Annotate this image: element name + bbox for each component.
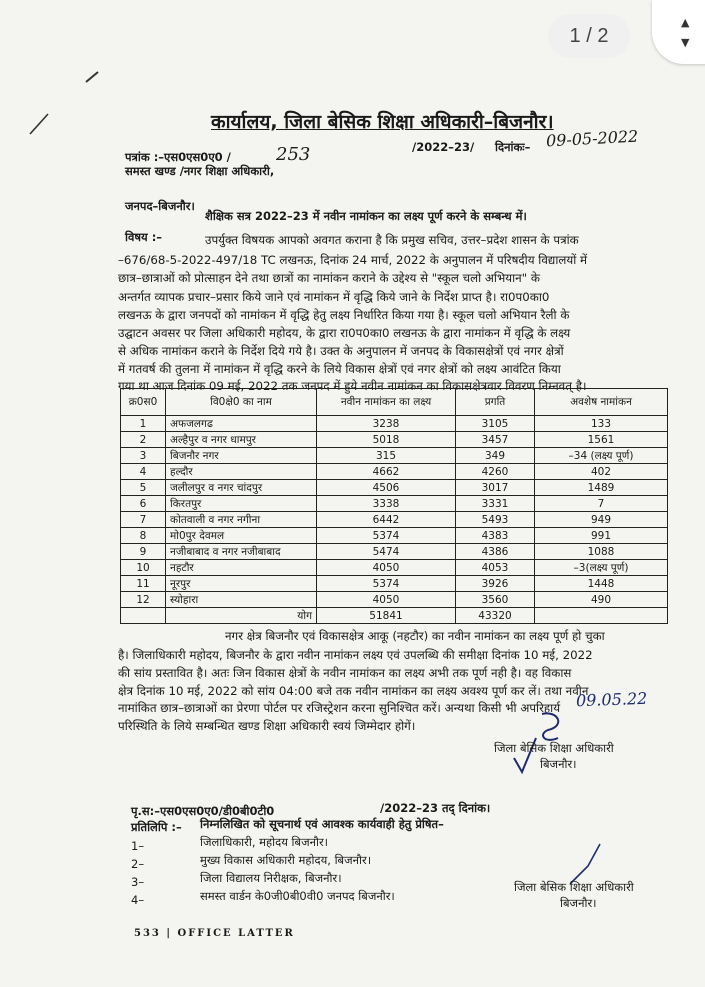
block-name-cell: नूरपुर	[166, 576, 317, 592]
block-name-cell: अल्हैपुर व नगर धामपुर	[166, 432, 317, 448]
enrollment-table	[120, 388, 668, 624]
target-cell: 6442	[317, 512, 456, 528]
table-row	[121, 480, 668, 496]
copy-item-number: 4–	[131, 893, 145, 907]
target-cell: 3238	[317, 416, 456, 432]
remaining-cell: 133	[535, 416, 668, 432]
progress-cell: 3331	[456, 496, 535, 512]
target-cell: 4662	[317, 464, 456, 480]
serial-cell: 5	[121, 480, 166, 496]
chevron-up-icon[interactable]: ▲	[681, 16, 690, 29]
copy-label: प्रतिलिपि :–	[131, 820, 182, 834]
signatory-title: जिला बेसिक शिक्षा अधिकारी	[494, 741, 614, 755]
serial-cell: 12	[121, 592, 166, 608]
copy-reference: पृ.स:–एस0एस0ए0/डी0बी0टी0	[131, 804, 275, 818]
block-name-cell: जलीलपुर व नगर चांदपुर	[166, 480, 317, 496]
footer-page-number: 533	[134, 928, 161, 939]
target-cell: 4050	[317, 560, 456, 576]
recipient-district: जनपद–बिजनौर।	[125, 199, 195, 213]
subject-text: शैक्षिक सत्र 2022–23 में नवीन नामांकन का लक्ष्य पूर्ण करने के सम्बन्ध में।	[205, 209, 527, 223]
target-cell: 4506	[317, 480, 456, 496]
target-cell: 3338	[317, 496, 456, 512]
chevron-down-icon[interactable]: ▼	[681, 36, 690, 49]
paragraph-line: छात्र–छात्राओं को प्रोत्साहन देने तथा छात्रों का नामांकन कराने के उद्देश्य से "स्कूल चलो अभियान" के	[118, 271, 540, 285]
target-cell: 5374	[317, 528, 456, 544]
copy-reference-date: /2022–23 तद् दिनांक।	[380, 801, 491, 815]
paragraph-line: की सांय प्रस्तावित है। अतः जिन विकास क्षेत्रों के नवीन नामांकन का लक्ष्य अभी तक पूर्ण नही है। वह विकास	[118, 666, 572, 680]
remaining-cell: –34 (लक्ष्य पूर्ण)	[535, 448, 668, 464]
progress-cell: 3560	[456, 592, 535, 608]
total-target-cell: 51841	[317, 608, 456, 624]
table-row	[121, 432, 668, 448]
remaining-cell: 1088	[535, 544, 668, 560]
block-name-cell: हल्दौर	[166, 464, 317, 480]
letter-year: /2022–23/	[412, 140, 475, 154]
remaining-cell: 490	[535, 592, 668, 608]
date-handwritten: 09-05-2022	[545, 126, 639, 151]
block-name-cell: नजीबाबाद व नगर नजीबाबाद	[166, 544, 317, 560]
paragraph-line: उद्घाटन अवसर पर जिला अधिकारी महोदय, के द्वारा रा0प0का0 लखनऊ के द्वारा नामांकन में वृद्धि के लक्ष्य	[118, 326, 571, 340]
paragraph-line: से अधिक नामांकन कराने के निर्देश दिये गये है। उक्त के अनुपालन में जनपद के विकासक्षेत्रों एवं नगर क्षेत्रों	[118, 344, 564, 358]
paragraph-line: में गतवर्ष की तुलना में नामांकन में वृद्धि करने के लिये विकास क्षेत्रों एवं नगर क्षेत्रों को लक्ष्य आवंटित किया	[118, 362, 561, 376]
table-row	[121, 528, 668, 544]
table-row	[121, 560, 668, 576]
header-remaining: अवशेष नामांकन	[535, 389, 668, 416]
progress-cell: 3105	[456, 416, 535, 432]
paragraph-line: लखनऊ के द्वारा जनपदों को नामांकन में वृद्धि हेतु लक्ष्य निर्धारित किया गया है। स्कूल चलो अभियान रैली के	[118, 308, 570, 322]
serial-cell: 1	[121, 416, 166, 432]
target-cell: 5374	[317, 576, 456, 592]
page-indicator-label: 1 / 2	[569, 24, 609, 47]
serial-cell: 3	[121, 448, 166, 464]
footer-brand-text: OFFICE LATTER	[177, 928, 295, 939]
block-name-cell: कोतवाली व नगर नगीना	[166, 512, 317, 528]
serial-cell: 8	[121, 528, 166, 544]
copy-item-number: 2–	[131, 857, 145, 871]
total-remaining-cell	[535, 608, 668, 624]
serial-cell: 9	[121, 544, 166, 560]
remaining-cell: 7	[535, 496, 668, 512]
header-progress: प्रगति	[456, 389, 535, 416]
table-row	[121, 448, 668, 464]
pen-mark-icon	[26, 70, 116, 140]
target-cell: 5474	[317, 544, 456, 560]
serial-cell: 2	[121, 432, 166, 448]
paragraph-line: उपर्युक्त विषयक आपको अवगत कराना है कि प्रमुख सचिव, उत्तर–प्रदेश शासन के पत्रांक	[205, 233, 579, 247]
block-name-cell: मो0पुर देवमल	[166, 528, 317, 544]
remaining-cell: 402	[535, 464, 668, 480]
paragraph-line: क्षेत्र दिनांक 10 मई, 2022 को सांय 04:00 बजे तक नवीन नामांकन का लक्ष्य अवश्य पूर्ण कर लें। तथा नवीन	[118, 684, 589, 698]
serial-cell: 10	[121, 560, 166, 576]
table-row	[121, 544, 668, 560]
letter-number-handwritten: 253	[276, 144, 311, 165]
remaining-cell: 1489	[535, 480, 668, 496]
table-row	[121, 464, 668, 480]
block-name-cell: अफजलगढ	[166, 416, 317, 432]
total-progress-cell: 43320	[456, 608, 535, 624]
table-row	[121, 512, 668, 528]
paragraph-line: है। जिलाधिकारी महोदय, बिजनौर के द्वारा नवीन नामांकन लक्ष्य एवं उपलब्धि की समीक्षा दिनांक 10 मई, 2022	[118, 648, 593, 662]
footer-brand: 533 | OFFICE LATTER	[134, 928, 295, 939]
paragraph-line: परिस्थिति के लिये सम्बन्धित खण्ड शिक्षा अधिकारी स्वयं जिम्मेदार होगें।	[118, 719, 416, 733]
recipient-line: समस्त खण्ड /नगर शिक्षा अधिकारी,	[125, 164, 275, 178]
header-block-name: वि0क्षे0 का नाम	[166, 389, 317, 416]
remaining-cell: 949	[535, 512, 668, 528]
copy-item-number: 3–	[131, 875, 145, 889]
header-target: नवीन नामांकन का लक्ष्य	[317, 389, 456, 416]
block-name-cell: नहटौर	[166, 560, 317, 576]
progress-cell: 3017	[456, 480, 535, 496]
progress-cell: 5493	[456, 512, 535, 528]
paragraph-line: –676/68-5-2022-497/18 TC लखनऊ, दिनांक 24 मार्च, 2022 के अनुपालन में परिषदीय विद्यालयों में	[118, 253, 588, 267]
paragraph-line: अन्तर्गत व्यापक प्रचार–प्रसार किये जाने एवं नामांकन में वृद्धि किये जाने के निर्देश प्राप्त है। रा0प0का0	[118, 290, 550, 304]
target-cell: 315	[317, 448, 456, 464]
table-row	[121, 496, 668, 512]
table-row	[121, 416, 668, 432]
serial-cell: 7	[121, 512, 166, 528]
date-label: दिनांकः–	[495, 140, 531, 154]
copy-item-number: 1–	[131, 839, 145, 853]
signatory-district: बिजनौर।	[560, 896, 597, 910]
letter-number-label: पत्रांक :–एस0एस0ए0 /	[125, 150, 231, 164]
signatory-district: बिजनौर।	[540, 757, 577, 771]
table-total-row	[121, 608, 668, 624]
page-indicator	[548, 14, 630, 58]
progress-cell: 4383	[456, 528, 535, 544]
remaining-cell: 1448	[535, 576, 668, 592]
remaining-cell: 1561	[535, 432, 668, 448]
remaining-cell: 991	[535, 528, 668, 544]
progress-cell: 3926	[456, 576, 535, 592]
subject-label: विषय :–	[125, 230, 163, 244]
signatory-title: जिला बेसिक शिक्षा अधिकारी	[514, 880, 634, 894]
copy-item-text: जिला विद्यालय निरीक्षक, बिजनौर।	[200, 871, 342, 885]
progress-cell: 4260	[456, 464, 535, 480]
table-row	[121, 576, 668, 592]
remaining-cell: –3(लक्ष्य पूर्ण)	[535, 560, 668, 576]
block-name-cell: किरतपुर	[166, 496, 317, 512]
progress-cell: 3457	[456, 432, 535, 448]
serial-cell: 11	[121, 576, 166, 592]
target-cell: 5018	[317, 432, 456, 448]
total-serial-cell	[121, 608, 166, 624]
office-title: कार्यालय, जिला बेसिक शिक्षा अधिकारी–बिजनौर।	[211, 111, 554, 133]
target-cell: 4050	[317, 592, 456, 608]
progress-cell: 349	[456, 448, 535, 464]
block-name-cell: स्योहारा	[166, 592, 317, 608]
serial-cell: 6	[121, 496, 166, 512]
progress-cell: 4053	[456, 560, 535, 576]
block-name-cell: बिजनौर नगर	[166, 448, 317, 464]
serial-cell: 4	[121, 464, 166, 480]
table-row	[121, 592, 668, 608]
paragraph-line: गया था आज दिनांक 09 मई, 2022 तक जनपद में हुये नवीन नामांकन का विकासक्षेत्रवार विवरण निम्नवत् है।	[118, 379, 587, 393]
paragraph-line: नगर क्षेत्र बिजनौर एवं विकासक्षेत्र आकू (नहटौर) का नवीन नामांकन का लक्ष्य पूर्ण हो चुका	[225, 629, 605, 643]
table-header-row	[121, 389, 668, 416]
copy-item-text: मुख्य विकास अधिकारी महोदय, बिजनौर।	[200, 853, 372, 867]
header-serial: क्र0स0	[121, 389, 166, 416]
paragraph-line: नामांकित छात्र–छात्राओं का प्रेरणा पोर्टल पर रजिस्ट्रेशन करना सुनिश्चित करें। अन्यथा किसी भी अपरिहार्य	[118, 701, 561, 715]
total-label-cell: योग	[166, 608, 317, 624]
signature-date-handwritten: 09.05.22	[575, 688, 648, 711]
copy-intro: निम्नलिखित को सूचनार्थ एवं आवश्क कार्यवाही हेतु प्रेषित–	[200, 817, 444, 831]
copy-item-text: जिलाधिकारी, महोदय बिजनौर।	[200, 835, 329, 849]
copy-item-text: समस्त वार्डन के0जी0बी0वी0 जनपद बिजनौर।	[200, 889, 395, 903]
progress-cell: 4386	[456, 544, 535, 560]
